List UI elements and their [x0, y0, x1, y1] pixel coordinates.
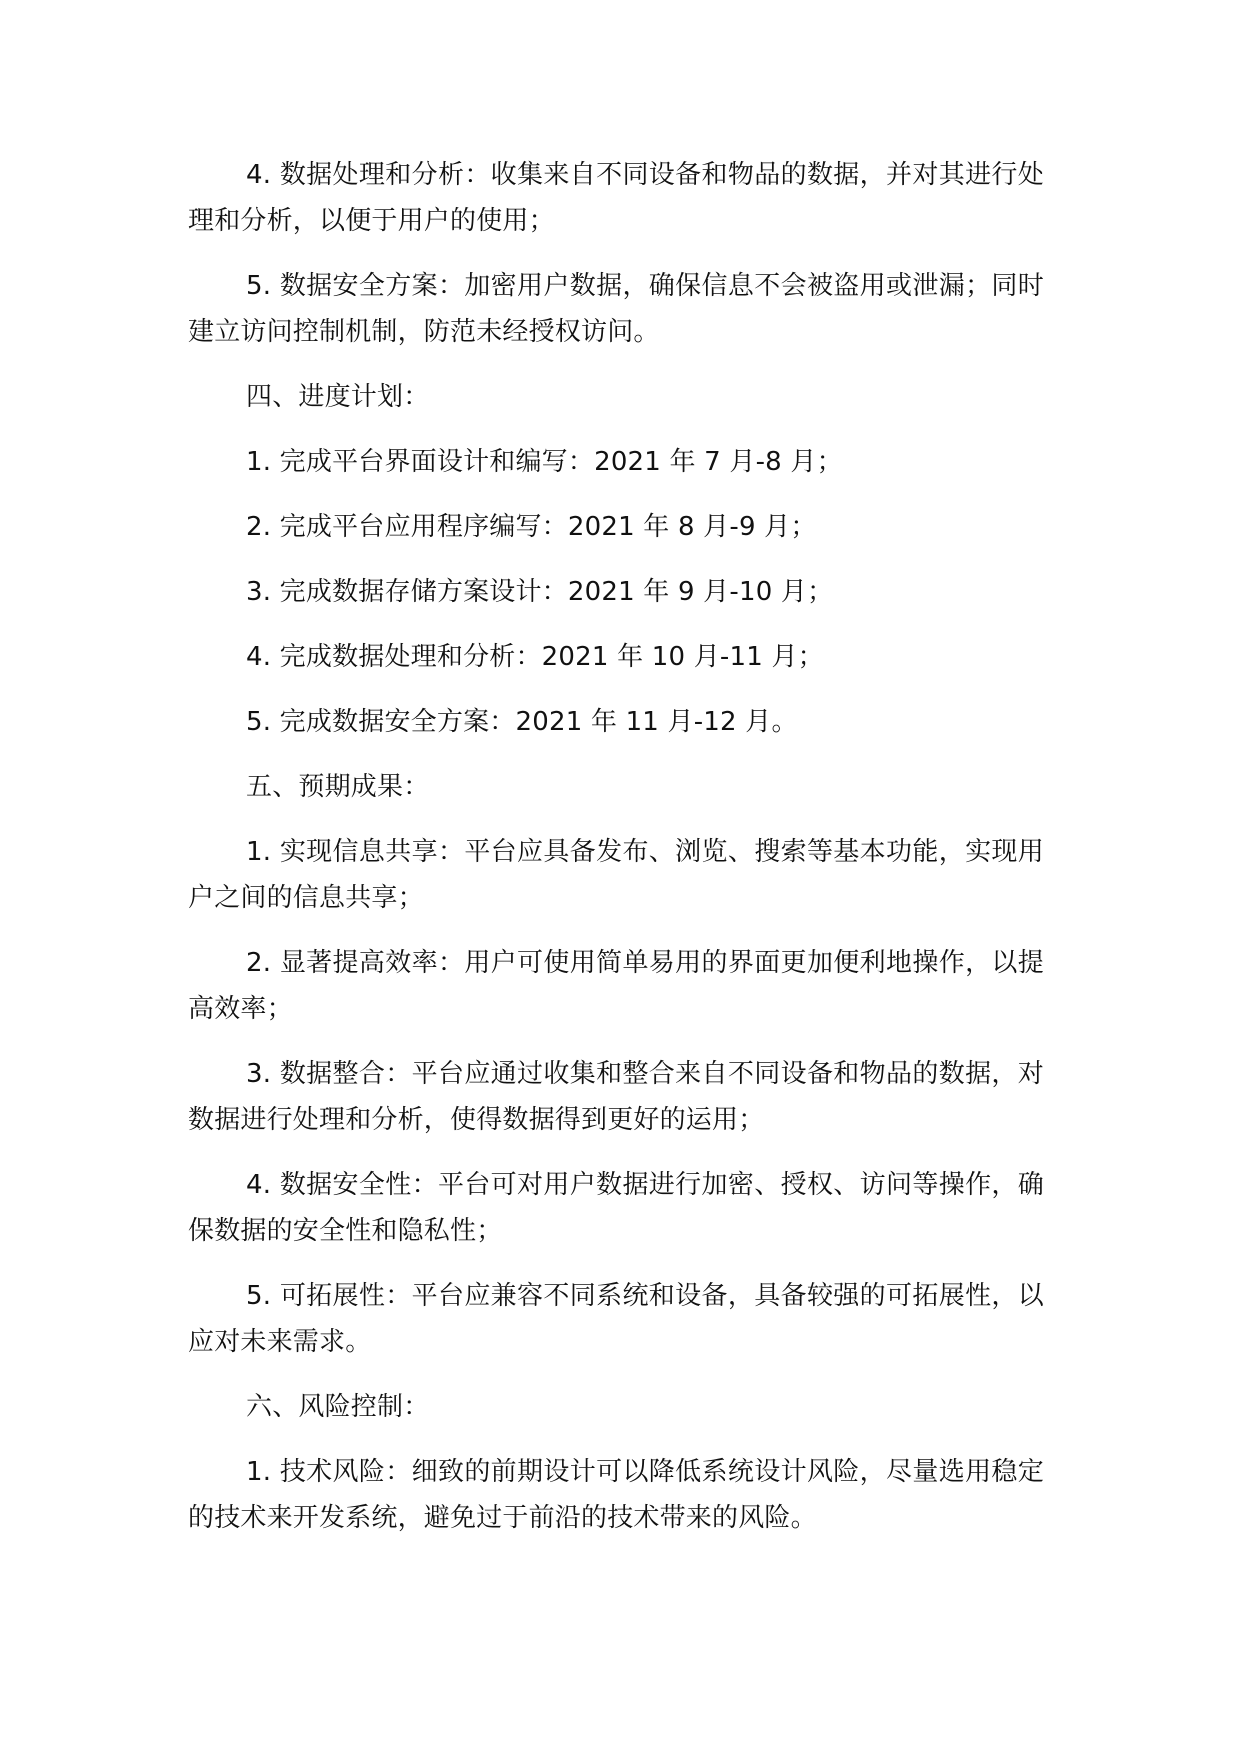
- paragraph-data-processing: 4. 数据处理和分析：收集来自不同设备和物品的数据，并对其进行处理和分析，以便于用户的使用；: [188, 160, 1044, 236]
- schedule-item-5: 5. 完成数据安全方案：2021 年 11 月-12 月。: [246, 707, 798, 737]
- outcome-item-5: 5. 可拓展性：平台应兼容不同系统和设备，具备较强的可拓展性，以应对未来需求。: [188, 1281, 1044, 1357]
- schedule-item-2: 2. 完成平台应用程序编写：2021 年 8 月-9 月；: [246, 512, 817, 542]
- schedule-item-1: 1. 完成平台界面设计和编写：2021 年 7 月-8 月；: [246, 447, 843, 477]
- outcome-item-3: 3. 数据整合：平台应通过收集和整合来自不同设备和物品的数据，对数据进行处理和分析，使得数据得到更好的运用；: [188, 1059, 1044, 1135]
- outcome-item-2: 2. 显著提高效率：用户可使用简单易用的界面更加便利地操作，以提高效率；: [188, 948, 1044, 1024]
- risk-item-1: 1. 技术风险：细致的前期设计可以降低系统设计风险，尽量选用稳定的技术来开发系统，避免过于前沿的技术带来的风险。: [188, 1457, 1044, 1533]
- section-heading-outcomes: 五、预期成果：: [246, 772, 430, 802]
- document-body: [188, 152, 1044, 1541]
- section-heading-risk-control: 六、风险控制：: [246, 1392, 430, 1422]
- schedule-item-4: 4. 完成数据处理和分析：2021 年 10 月-11 月；: [246, 642, 824, 672]
- section-heading-schedule: 四、进度计划：: [246, 382, 430, 412]
- outcome-item-1: 1. 实现信息共享：平台应具备发布、浏览、搜索等基本功能，实现用户之间的信息共享；: [188, 837, 1044, 913]
- paragraph-data-security-plan: 5. 数据安全方案：加密用户数据，确保信息不会被盗用或泄漏；同时建立访问控制机制，防范未经授权访问。: [188, 271, 1044, 347]
- outcome-item-4: 4. 数据安全性：平台可对用户数据进行加密、授权、访问等操作，确保数据的安全性和隐私性；: [188, 1170, 1044, 1246]
- schedule-item-3: 3. 完成数据存储方案设计：2021 年 9 月-10 月；: [246, 577, 834, 607]
